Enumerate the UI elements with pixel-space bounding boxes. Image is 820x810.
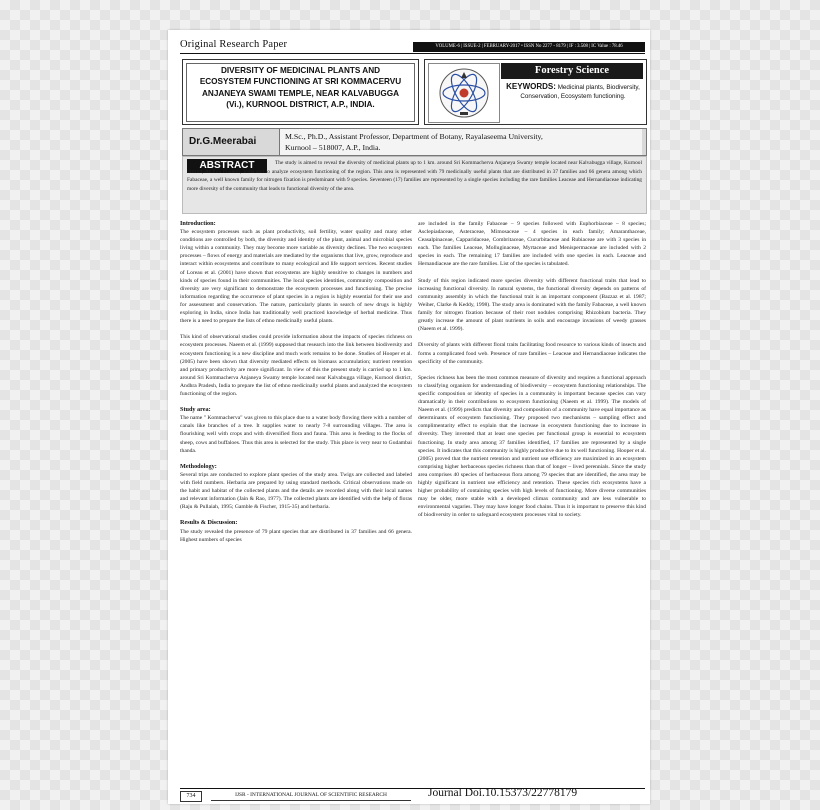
paragraph: The name " Kommacherva" was given to this place due to a water body flowing there with a number of canals like branches of a tree. It supplies water to nearly 7-8 surrounding villages. The area is flourishing well with crops and with diversified flora and fauna. This area is feeding to the flocks of sheep, cows and buffaloes. Thus this area is selected for the study. This place is very near to Gudambai thanda. — [180, 415, 412, 454]
affiliation-line: Kurnool – 518007, A.P., India. — [285, 143, 381, 152]
paragraph: The study revealed the presence of 79 plant species that are distributed in 37 families and 66 genera. Highest numbers of species — [180, 528, 412, 543]
volume-banner: VOLUME-6 | ISSUE-2 | FEBRUARY-2017 • ISSN No 2277 - 8179 | IF : 3.508 | IC Value : 78.46 — [413, 42, 645, 52]
paragraph: are included in the family Fabaceae – 9 species followed with Euphorbiaceae – 8 species; Asclepiadaceae, Asteraceae, Mimosaceae – 4 species in each family; Amaranthaceae, Ceasalpinaceae, Capparidaceae, Combritaceae, Cucurbitaceae and Rubiaceae are with 3 species in each. The families Leaceae, Molluginaceae, Myrtaceae and Menispermaceae are included with 2 species in each. The remaining 17 families are included with one species in each. Leaceae and Hernandiaceae are the rare families. List of the species is tabulated. — [418, 221, 646, 268]
atom-logo-icon — [429, 64, 499, 122]
affiliation-line: M.Sc., Ph.D., Assistant Professor, Department of Botany, Rayalaseema University, — [285, 132, 543, 141]
keywords-block — [503, 82, 643, 101]
abstract-body: The study is aimed to reveal the diversity of medicinal plants up to 1 km. around Sri Kommacherva Anjaneya Swamy temple located near Kalvabugga village, Kurnool district, Andhra Pradesh, India and to analyze ecosystem functioning of the region. This area is represented with 79 medicinally useful plants that are distributed in 37 families and 66 genera among which Fabaceae, a well known family for nitrogen fixation is predominant with 9 species. Seventeen (17) families are represented by a single species including the rare families Leaceae and Hernandiaceae indicating more diversity of the community that leads to functional diversity of the area. — [187, 160, 642, 193]
paragraph: This kind of observational studies could provide information about the impacts of species richness on ecosystem processes. Naeem et al. (1999) supposed that research into the link between biodiversity and ecosystem functioning is a new discipline and much work remains to be done. Studies of Hooper et al. (2005) have been shown that diversity mediated effects on biomass accumulation; nutrient retention and primary productivity are more significant. In view of this the present study is carried up to 1 km. around Sri Kommacherva Anjaneya Swamy temple located near Kalvabugga village, Kurnool district, Andhra Pradesh, India to prepare the list of ethno medicinally useful plants and analyzed the ecosystem functioning of the region. — [180, 334, 412, 397]
author-bar — [182, 128, 647, 156]
author-affiliation — [279, 129, 642, 155]
paper-page — [168, 30, 650, 804]
article-type-label: Original Research Paper — [180, 39, 288, 50]
abstract-text — [187, 159, 642, 194]
right-column — [418, 220, 646, 528]
header-rule — [180, 53, 645, 54]
keywords-label: KEYWORDS: — [506, 82, 556, 91]
journal-name: IJSR - INTERNATIONAL JOURNAL OF SCIENTIFIC RESEARCH — [211, 791, 411, 801]
abstract-label: ABSTRACT — [187, 159, 267, 173]
section-heading: Study area: — [180, 406, 211, 414]
paragraph: Species richness has been the most common measure of diversity and requires a functional approach to classifying organism for understanding of biodiversity – ecosystem functioning relationships. The specific composition or identity of species in a community is important because species can vary dramatically in their contributions to ecosystem functioning (Naeem et al. 1999). The models of Naeem et al. (1999) predicts that diversity and composition of a community have equal importance as determinants of ecosystem functioning. They proposed two mechanisms – sampling effect and complimentarity effect to explain that the increase in ecosystem functioning due to increase in diversity. They invented that at least one species per functional group is essential to ecosystem functioning. In study area among 37 families identified, 17 families are represented by a single species. It indicates that this community is highly productive due to its well functioning. Hooper et al. (2005) proved that the nutrient retention and nutrient use efficiency are maximized in an ecosystem comprising higher herbaceous species richness than that of longer – lived perennials. Since the study area comprises 40 species of herbaceous flora among 79 species that are identified, the area may be highly significant in nutrient use efficiency and retention. These species rich ecosystems have a higher probability of containing species with high levels of functioning. More diverse communities may be older, more stable with a developed climax community and are less vulnerable to environmental vagaries. They may have longer food chains. Thus it is important to preserve this kind of biodiversity in order to safeguard ecosystem processes vital to society. — [418, 374, 646, 519]
abstract-box — [182, 156, 647, 214]
subject-name: Forestry Science — [501, 63, 643, 79]
subject-box — [424, 59, 647, 125]
paragraph: Several trips are conducted to explore plant species of the study area. Twigs are collected and labeled with field numbers. Herbaria are prepared by using standard methods. Critical observations made on the habit and habitat of the collected plants and the details are recorded along with their local names and relevant information (Jain & Rao, 1977). The collected plants are identified with the help of floras (Raju & Pullaiah, 1995; Gamble & Fischer, 1915-35) and herbaria. — [180, 471, 412, 511]
paragraph: Study of this region indicated more species diversity with different functional traits that lead to increasing functional diversity. In natural systems, the functional diversity depends on patterns of community assembly in which the functional trait is an important component (Bazzaz et al. 1987; Weiher, Clarke & Keddy, 1998). The study area is dominated with the family Fabaceae, a well known family for nitrogen fixation because of their root nodules comprising Rhizobium bacteria. They greatly increase the amount of plant nutrients in soils and encourage invasions of weedy grasses (Naeem et al. 1999). — [418, 277, 646, 333]
page-number: 734 — [180, 791, 202, 802]
left-column — [180, 220, 412, 552]
paragraph: Diversity of plants with different floral traits facilitating food resource to various kinds of insects and forms a complicated food web. Presence of rare families – Leaceae and Hernandiaceae indicates the specificity of the community. — [418, 342, 646, 365]
paragraph: The ecosystem processes such as plant productivity, soil fertility, water quality and many other conditions are controlled by both, the diversity and identity of the plant, animal and microbial species living within a community. They may become more variable as diversity declines. The two ecosystem processes – flows of energy and materials are mediated by the organisms that live, grow, reproduce and interact within ecosystems and contribute to many ecological and life support services. Recent studies of Loreau et al. (2001) have shown that ecosystems are highly sensitive to changes in numbers and kinds of species found in their communities. The local species identities, community composition and diversity are very significant to demonstrate the ecosystem processes and functioning. The precise information regarding the occurrence of plant species in a region is highly essential for their use and for assessment and conservation. The nature, particularly plants in search of new drugs is highly exploring in India, since India has traditionally well practiced knowledge of herbal medicine. Thus there is a need to prepare the lists of ethno medicinally useful plants. — [180, 229, 412, 325]
paper-title — [186, 63, 415, 122]
author-name: Dr.G.Meerabai — [189, 136, 257, 147]
section-heading: Results & Discussion: — [180, 519, 238, 527]
journal-logo — [428, 63, 500, 123]
affiliation-text — [285, 131, 543, 153]
section-heading: Methodology: — [180, 462, 217, 470]
title-line: DIVERSITY OF MEDICINAL PLANTS AND — [220, 66, 381, 75]
title-line: ECOSYSTEM FUNCTIONING AT SRI KOMMACERVU — [199, 77, 402, 87]
journal-doi: Journal Doi.10.15373/22778179 — [428, 787, 578, 799]
section-heading: Introduction: — [180, 220, 216, 227]
keywords-text: Medicinal plants, Biodiversity, Conservation, Ecosystem functioning. — [520, 84, 640, 100]
title-line: ANJANEYA SWAMI TEMPLE, NEAR KALVABUGGA — [202, 88, 399, 98]
title-box — [182, 59, 419, 125]
title-line: (Vi.), KURNOOL DISTRICT, A.P., INDIA. — [226, 100, 375, 110]
